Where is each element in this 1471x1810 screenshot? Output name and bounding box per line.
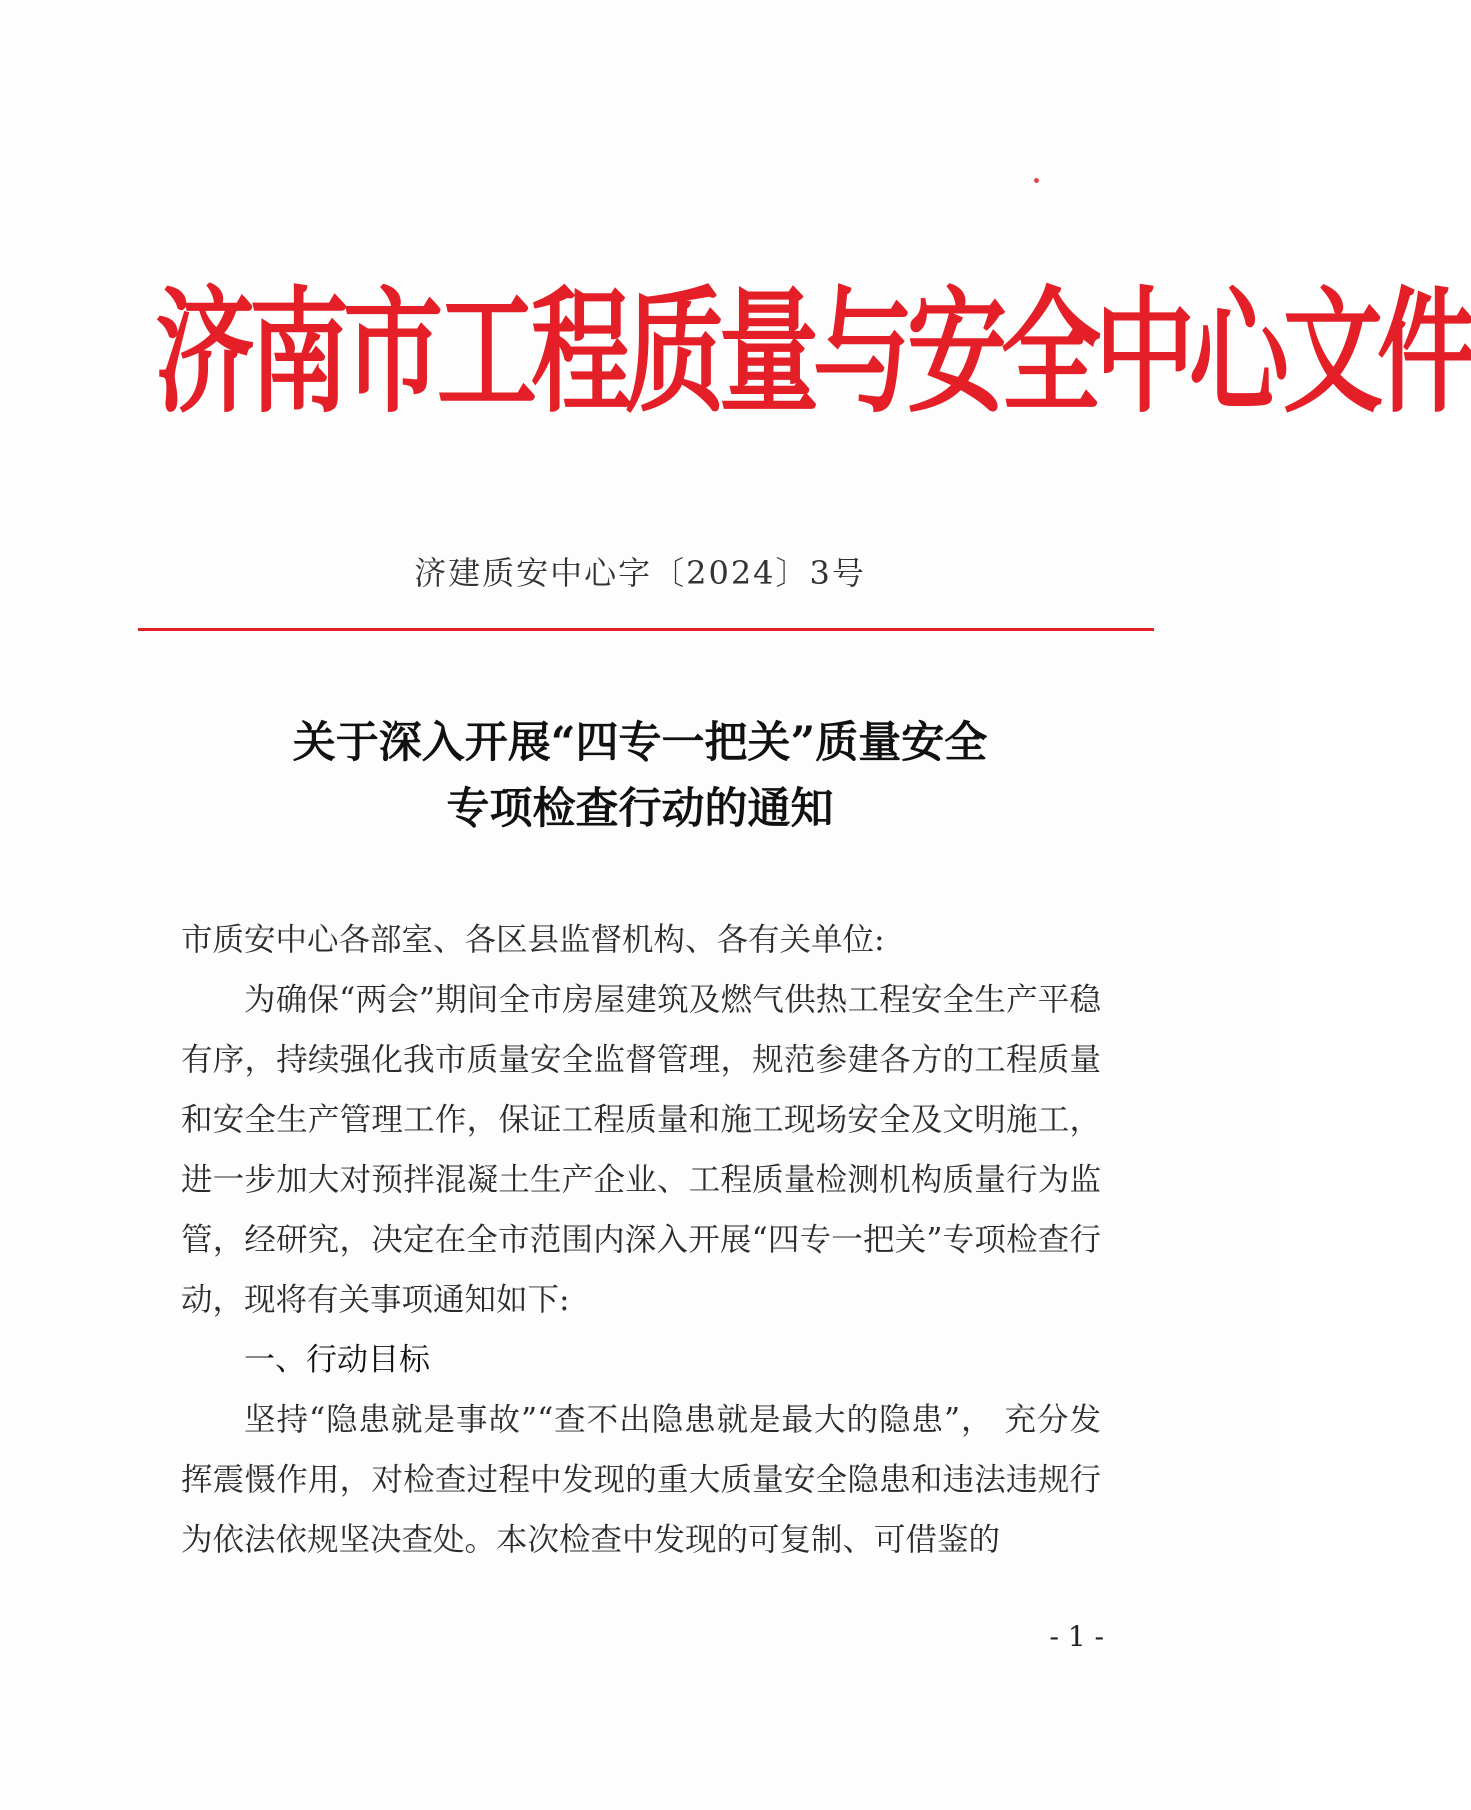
title-line-2: 专项检查行动的通知 [446, 784, 834, 834]
issuer-header: 济南市工程质量与安全中心文件 [155, 272, 1471, 432]
document-title [0, 710, 1280, 842]
paragraph-2: 坚持“隐患就是事故”“查不出隐患就是最大的隐患”， 充分发挥震慑作用，对检查过程中发现的重大质量安全隐患和违法违规行为依法依规坚决查处。本次检查中发现的可复制、可借鉴的 [181, 1402, 1101, 1558]
recipients-line: 市质安中心各部室、各区县监督机构、各有关单位: [181, 922, 885, 958]
paragraph-1: 为确保“两会”期间全市房屋建筑及燃气供热工程安全生产平稳有序，持续强化我市质量安全监督管理，规范参建各方的工程质量和安全生产管理工作，保证工程质量和施工现场安全及文明施工，进一步加大对预拌混凝土生产企业、工程质量检测机构质量行为监管，经研究，决定在全市范围内深入开展“四专一把关”专项检查行动，现将有关事项通知如下: [181, 982, 1101, 1318]
section-1-heading: 一、行动目标 [244, 1342, 430, 1378]
page-number: - 1 - [1049, 1620, 1104, 1653]
title-line-1: 关于深入开展“四专一把关”质量安全 [292, 718, 988, 768]
document-number: 济建质安中心字〔2024〕3号 [414, 554, 866, 592]
red-speck [1034, 178, 1039, 183]
red-rule-line [138, 628, 1154, 631]
document-body [181, 910, 1101, 1570]
